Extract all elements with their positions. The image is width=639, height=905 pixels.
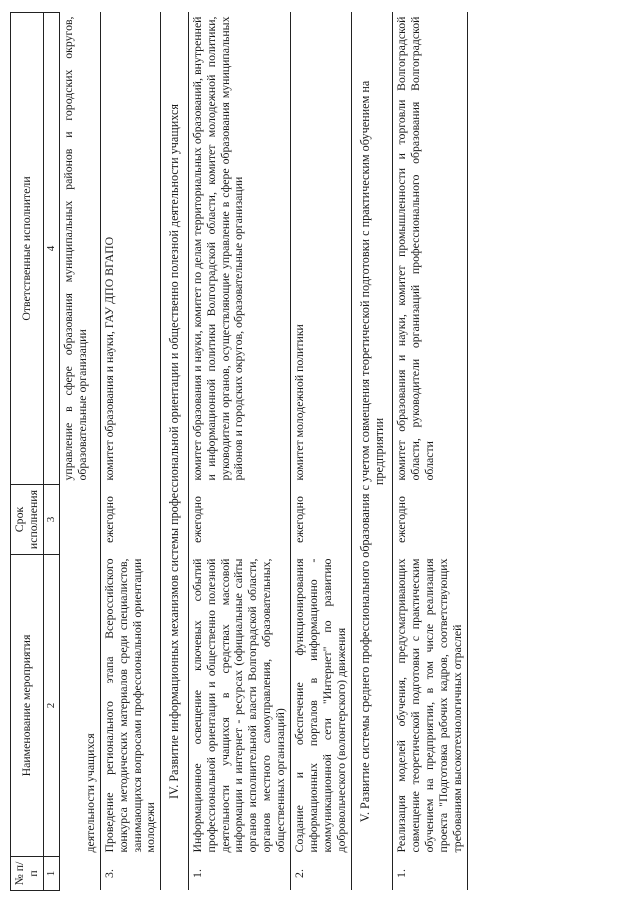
row-activity: Создание и обеспечение функционирования информационных порталов в информационно - коммуникационной сети "Интернет" по развитию добровольческого (волонтерского) движения xyxy=(291,555,352,857)
header-number: № п/п xyxy=(11,857,44,891)
column-index: 4 xyxy=(43,13,59,485)
row-number: 2. xyxy=(291,857,352,891)
row-executors: комитет образования и науки, комитет промышленности и торговли Волгоградской области, руководители организаций профессионального образования Волгоградской области xyxy=(393,13,468,485)
row-executors: комитет образования и науки, ГАУ ДПО ВГАПО xyxy=(100,13,161,485)
row-number: 3. xyxy=(100,857,161,891)
row-number: 1. xyxy=(393,857,468,891)
table-row xyxy=(59,13,100,891)
section-title: V. Развитие системы среднего профессионального образования с учетом совмещения теоретической подготовки с практическим обучением на предприятии xyxy=(351,13,393,891)
row-activity: деятельности учащихся xyxy=(59,555,100,857)
section-heading-row xyxy=(161,13,188,891)
row-activity: Проведение регионального этапа Всероссийского конкурса методических материалов среди специалистов, занимающихся вопросами профессиональной ориентации молодежи xyxy=(100,555,161,857)
section-title: IV. Развитие информационных механизмов системы профессиональной ориентации и общественно полезной деятельности учащихся xyxy=(161,13,188,891)
column-index: 1 xyxy=(43,857,59,891)
column-index: 2 xyxy=(43,555,59,857)
row-deadline xyxy=(59,485,100,555)
table-row xyxy=(188,13,290,891)
table-header-row xyxy=(11,13,44,891)
section-heading-row xyxy=(351,13,393,891)
row-number: 1. xyxy=(188,857,290,891)
row-deadline: ежегодно xyxy=(291,485,352,555)
header-executors: Ответственные исполнители xyxy=(11,13,44,485)
plan-table xyxy=(10,12,468,891)
column-index: 3 xyxy=(43,485,59,555)
row-number xyxy=(59,857,100,891)
row-executors: комитет образования и науки, комитет по делам территориальных образований, внутренней и информационной политики Волгоградской области, комитет молодежной политики, руководители органов, осуществляющие управление в сфере образования муниципальных районов и городских округов, образовательные организации xyxy=(188,13,290,485)
row-executors: управление в сфере образования муниципальных районов и городских округов, образовательные организации xyxy=(59,13,100,485)
table-row xyxy=(393,13,468,891)
column-index-row xyxy=(43,13,59,891)
row-deadline: ежегодно xyxy=(100,485,161,555)
row-deadline: ежегодно xyxy=(393,485,468,555)
row-deadline: ежегодно xyxy=(188,485,290,555)
row-executors: комитет молодежной политики xyxy=(291,13,352,485)
row-activity: Информационное освещение ключевых событий профессиональной ориентации и общественно полезной деятельности учащихся в средствах массовой информации и интернет - ресурсах (официальные сайты органов исполнительной власти Волгоградской области, органов местного самоуправления, образовательных, общественных организаций) xyxy=(188,555,290,857)
row-activity: Реализация моделей обучения, предусматривающих совмещение теоретической подготовки с практическим обучением на предприятии, в том числе реализация проекта "Подготовка рабочих кадров, соответствующих требованиям высокотехнологичных отраслей xyxy=(393,555,468,857)
header-activity-name: Наименование мероприятия xyxy=(11,555,44,857)
table-row xyxy=(100,13,161,891)
table-row xyxy=(291,13,352,891)
header-deadline: Срок исполнения xyxy=(11,485,44,555)
